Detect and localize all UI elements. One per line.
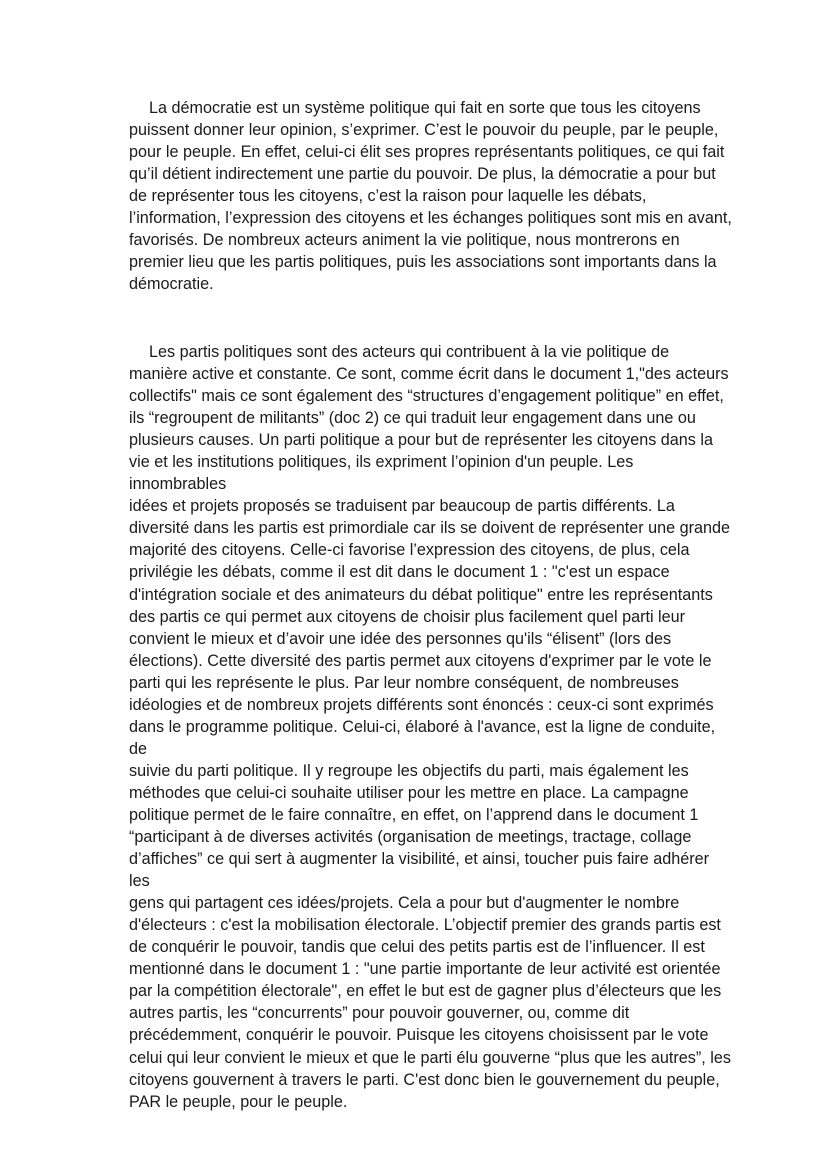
paragraph-partis-politiques: Les partis politiques sont des acteurs qui contribuent à la vie politique de manière active et constante. Ce sont, comme écrit dans le document 1,"des acteurs collectifs" mais ce sont également des “structures d’engagement politique” en effet, ils “regroupent de militants” (doc 2) ce qui traduit leur engagement dans une ou plusieurs causes. Un parti politique a pour but de représenter les citoyens dans la vie et les institutions politiques, ils expriment l’opinion d'un peuple. Les innombrables idées et projets proposés se traduisent par beaucoup de partis différents. La diversité dans les partis est primordiale car ils se doivent de représenter une grande majorité des citoyens. Celle-ci favorise l’expression des citoyens, de plus, cela privilégie les débats, comme il est dit dans le document 1 : "c'est un espace d'intégration sociale et des animateurs du débat politique" entre les représentants des partis ce qui permet aux citoyens de choisir plus facilement quel parti leur convient le mieux et d’avoir une idée des personnes qu'ils “élisent” (lors des élections). Cette diversité des partis permet aux citoyens d'exprimer par le vote le parti qui les représente le plus. Par leur nombre conséquent, de nombreuses idéologies et de nombreux projets différents sont énoncés : ceux-ci sont exprimés dans le programme politique. Celui-ci, élaboré à l'avance, est la ligne de conduite, de suivie du parti politique. Il y regroupe les objectifs du parti, mais également les méthodes que celui-ci souhaite utiliser pour les mettre en place. La campagne politique permet de le faire connaître, en effet, on l’apprend dans le document 1 “participant à de diverses activités (organisation de meetings, tractage, collage d’affiches” ce qui sert à augmenter la visibilité, et ainsi, toucher puis faire adhérer les gens qui partagent ces idées/projets. Cela a pour but d'augmenter le nombre d'électeurs : c'est la mobilisation électorale. L’objectif premier des grands partis est de conquérir le pouvoir, tandis que celui des petits partis est de l’influencer. Il est mentionné dans le document 1 : "une partie importante de leur activité est orientée par la compétition électorale", en effet le but est de gagner plus d’électeurs que les autres partis, les “concurrents” pour pouvoir gouverner, ou, comme dit précédemment, conquérir le pouvoir. Puisque les citoyens choisissent par le vote celui qui leur convient le mieux et que le parti élu gouverne “plus que les autres”, les citoyens gouvernent à travers le parti. C'est donc bien le gouvernement du peuple, PAR le peuple, pour le peuple. [129, 343, 731, 1111]
paragraph-introduction: La démocratie est un système politique qui fait en sorte que tous les citoyens puissent donner leur opinion, s’exprimer. C’est le pouvoir du peuple, par le peuple, pour le peuple. En effet, celui-ci élit ses propres représentants politiques, ce qui fait qu’il détient indirectement une partie du pouvoir. De plus, la démocratie a pour but de représenter tous les citoyens, c’est la raison pour laquelle les débats, l’information, l’expression des citoyens et les échanges politiques sont mis en avant, favorisés. De nombreux acteurs animent la vie politique, nous montrerons en premier lieu que les partis politiques, puis les associations sont importants dans la démocratie. [129, 99, 732, 294]
